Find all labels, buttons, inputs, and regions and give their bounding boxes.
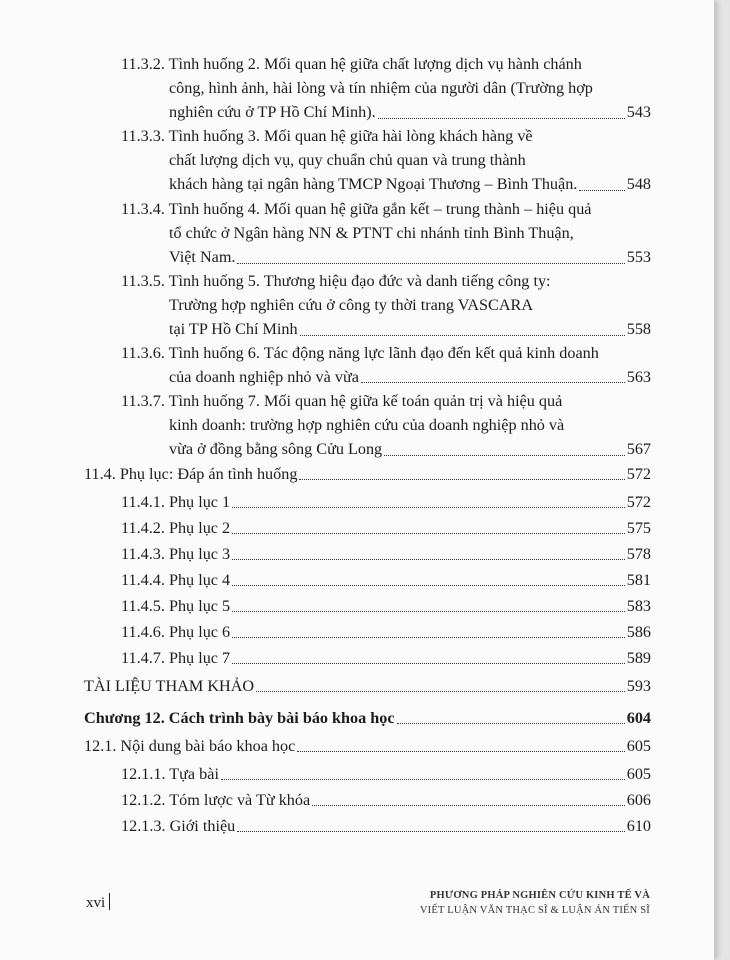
toc-entry-title: 11.3.7. Tình huống 7. Mối quan hệ giữa kế toán quản trị và hiệu quả — [121, 392, 563, 410]
toc-page-number: 604 — [626, 709, 651, 727]
dot-leader — [299, 479, 624, 480]
dot-leader — [232, 637, 625, 638]
toc-entry[interactable] — [121, 762, 651, 786]
toc-entry-title: công, hình ảnh, hài lòng và tín nhiệm của người dân (Trường hợp — [169, 79, 593, 98]
toc-page-number: 578 — [626, 545, 651, 563]
toc-entry-line — [121, 52, 651, 76]
toc-entry[interactable] — [121, 788, 651, 812]
toc-entry[interactable] — [121, 490, 651, 514]
dot-leader — [397, 723, 625, 724]
toc-entry-line — [121, 293, 651, 317]
toc-entry[interactable] — [121, 341, 651, 389]
toc-entry-line — [121, 221, 651, 245]
dot-leader — [312, 805, 625, 806]
toc-page-number: 586 — [626, 623, 651, 641]
toc-entry-title: 11.4.5. Phụ lục 5 — [121, 597, 231, 615]
toc-entry-title: 11.3.6. Tình huống 6. Tác động năng lực lãnh đạo đến kết quả kinh doanh — [121, 344, 599, 362]
dot-leader — [232, 585, 625, 586]
toc-page-number: 572 — [626, 465, 651, 483]
toc-page-number: 583 — [626, 597, 651, 615]
toc-entry-line — [121, 646, 651, 670]
dot-leader — [237, 831, 624, 832]
toc-entry-line — [121, 437, 651, 461]
running-footer — [420, 888, 650, 918]
toc-entry-title: 11.3.5. Tình huống 5. Thương hiệu đạo đức và danh tiếng công ty: — [121, 272, 551, 290]
toc-entry-line — [121, 568, 651, 592]
toc-entry-line — [84, 706, 651, 730]
toc-entry[interactable] — [121, 389, 651, 462]
toc-entry-line — [121, 100, 651, 124]
toc-entry-line — [121, 516, 651, 540]
toc-page-number: 558 — [626, 320, 651, 339]
page-number-text: xvi — [86, 895, 106, 911]
toc-entry-title: 12.1.2. Tóm lược và Từ khóa — [121, 791, 311, 809]
toc-entry-line — [121, 317, 651, 341]
toc-entry[interactable] — [84, 706, 651, 730]
toc-page-number: 543 — [626, 103, 651, 122]
toc-entry[interactable] — [121, 814, 651, 838]
toc-page-number: 593 — [626, 677, 651, 695]
toc-entry-title: chất lượng dịch vụ, quy chuẩn chủ quan và trung thành — [169, 151, 526, 170]
toc-entry-title: 11.4.7. Phụ lục 7 — [121, 649, 231, 667]
book-title-line1: PHƯƠNG PHÁP NGHIÊN CỨU KINH TẾ VÀ — [429, 890, 650, 901]
toc-entry-title: 12.1.1. Tựa bài — [121, 765, 219, 783]
toc-entry-title: 11.4. Phụ lục: Đáp án tình huống — [84, 465, 298, 483]
toc-entry-line — [121, 197, 651, 221]
toc-entry-line — [121, 490, 651, 514]
toc-entry[interactable] — [121, 197, 651, 270]
toc-entry-title: 12.1.3. Giới thiệu — [121, 817, 236, 835]
book-title-line2: VIẾT LUẬN VĂN THẠC SĨ & LUẬN ÁN TIẾN SĨ — [419, 905, 650, 916]
toc-entry-line — [121, 413, 651, 437]
toc-entry-line — [121, 124, 651, 148]
toc-entry[interactable] — [121, 620, 651, 644]
toc-entry-title: tại TP Hồ Chí Minh — [169, 320, 298, 339]
footer-divider — [109, 893, 110, 910]
toc-entry-line — [121, 76, 651, 100]
toc-page-number: 572 — [626, 493, 651, 511]
toc-entry[interactable] — [84, 462, 651, 486]
toc-page-number: 548 — [626, 175, 651, 194]
toc-entry-line — [121, 594, 651, 618]
toc-entry-line — [121, 245, 651, 269]
toc-entry-line — [121, 365, 651, 389]
toc-entry-title: vừa ở đồng bằng sông Cửu Long — [169, 440, 383, 459]
toc-entry-title: 11.4.1. Phụ lục 1 — [121, 493, 231, 511]
toc-page-number: 605 — [626, 765, 651, 783]
dot-leader — [232, 663, 625, 664]
toc-entry-line — [121, 389, 651, 413]
toc-page-number: 606 — [626, 791, 651, 809]
dot-leader — [232, 611, 625, 612]
toc-entry-title: 11.4.4. Phụ lục 4 — [121, 571, 231, 589]
toc-entry[interactable] — [121, 124, 651, 197]
toc-entry[interactable] — [121, 646, 651, 670]
toc-entry-title: Việt Nam. — [169, 248, 236, 267]
toc-entry-line — [84, 734, 651, 758]
toc-entry-line — [121, 341, 651, 365]
dot-leader — [297, 751, 624, 752]
toc-entry-line — [121, 814, 651, 838]
toc-entry[interactable] — [121, 594, 651, 618]
toc-page-number: 589 — [626, 649, 651, 667]
toc-entry-line — [121, 762, 651, 786]
toc-entry[interactable] — [84, 674, 651, 698]
toc-entry-line — [121, 542, 651, 566]
page-number — [86, 893, 110, 912]
toc-entry-title: Trường hợp nghiên cứu ở công ty thời trang VASCARA — [169, 296, 534, 315]
toc-entry-title: 11.4.2. Phụ lục 2 — [121, 519, 231, 537]
dot-leader — [232, 507, 625, 508]
toc-entry-title: 12.1. Nội dung bài báo khoa học — [84, 737, 296, 755]
toc-entry-title: 11.3.2. Tình huống 2. Mối quan hệ giữa chất lượng dịch vụ hành chánh — [121, 55, 582, 73]
toc-page-number: 610 — [626, 817, 651, 835]
toc-entry-title: Chương 12. Cách trình bày bài báo khoa học — [84, 709, 395, 727]
toc-entry-line — [121, 172, 651, 196]
dot-leader — [232, 533, 625, 534]
toc-entry-title: 11.4.3. Phụ lục 3 — [121, 545, 231, 563]
toc-entry-line — [121, 148, 651, 172]
toc-entry-title: TÀI LIỆU THAM KHẢO — [84, 677, 255, 695]
toc-entry-title: tổ chức ở Ngân hàng NN & PTNT chi nhánh tỉnh Bình Thuận, — [169, 224, 574, 243]
toc-page-number: 575 — [626, 519, 651, 537]
dot-leader — [361, 382, 625, 383]
toc-entry-title: khách hàng tại ngân hàng TMCP Ngoại Thương – Bình Thuận. — [169, 175, 578, 194]
toc-entry-line — [121, 269, 651, 293]
toc-entry-title: 11.3.3. Tình huống 3. Mối quan hệ giữa hài lòng khách hàng về — [121, 127, 533, 145]
toc-entry[interactable] — [84, 734, 651, 758]
toc-page-number: 605 — [626, 737, 651, 755]
toc-page-number: 563 — [626, 368, 651, 387]
dot-leader — [237, 263, 624, 264]
toc-entry-title: 11.4.6. Phụ lục 6 — [121, 623, 231, 641]
toc-entry-title: nghiên cứu ở TP Hồ Chí Minh). — [169, 103, 376, 122]
toc-page-number: 567 — [626, 440, 651, 459]
dot-leader — [300, 335, 625, 336]
dot-leader — [378, 118, 625, 119]
toc-entry[interactable] — [121, 516, 651, 540]
toc-entry-line — [84, 674, 651, 698]
dot-leader — [221, 779, 625, 780]
toc-entry-title: kinh doanh: trường hợp nghiên cứu của doanh nghiệp nhỏ và — [169, 416, 565, 435]
toc-entry-title: của doanh nghiệp nhỏ và vừa — [169, 368, 359, 387]
toc-entry[interactable] — [121, 52, 651, 125]
dot-leader — [256, 691, 625, 692]
toc-entry-line — [121, 620, 651, 644]
dot-leader — [384, 455, 625, 456]
dot-leader — [579, 190, 624, 191]
toc-entry[interactable] — [121, 542, 651, 566]
dot-leader — [232, 559, 625, 560]
toc-entry-line — [121, 788, 651, 812]
toc-entry-line — [84, 462, 651, 486]
toc-entry[interactable] — [121, 269, 651, 342]
toc-entry[interactable] — [121, 568, 651, 592]
toc-page-number: 581 — [626, 571, 651, 589]
toc-page-number: 553 — [626, 248, 651, 267]
toc-entry-title: 11.3.4. Tình huống 4. Mối quan hệ giữa gắn kết – trung thành – hiệu quả — [121, 200, 592, 218]
